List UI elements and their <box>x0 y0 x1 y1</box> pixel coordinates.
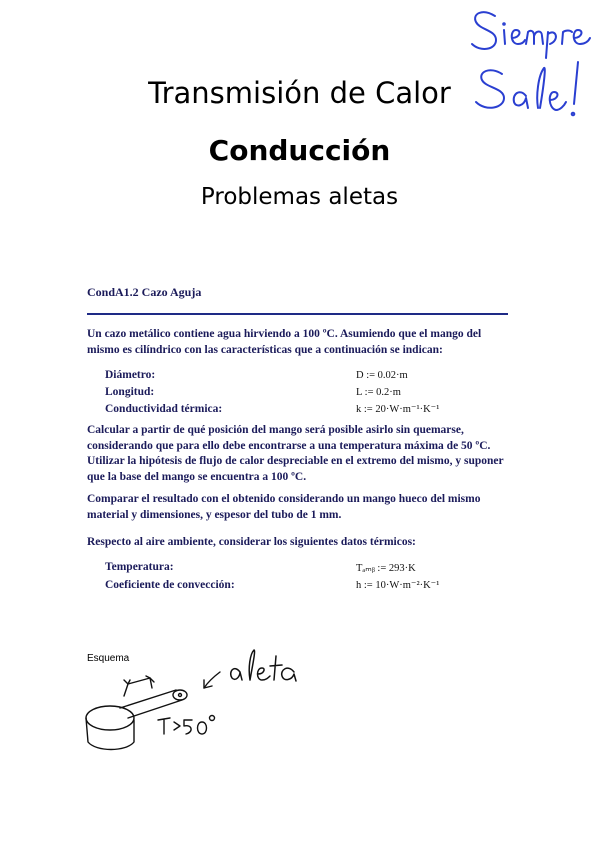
handwritten-note <box>460 0 599 130</box>
ambient-value: h := 10·W·m⁻²·K⁻¹ <box>356 580 440 591</box>
problem-intro <box>87 327 512 358</box>
sketch-dimension: x <box>128 667 129 668</box>
property-value: D := 0.02·m <box>356 370 408 381</box>
question-line-2: considerando que para ello debe encontrarse a una temperatura máxima de 50 ºC. <box>87 439 491 452</box>
intro-line-2: mismo es cilíndrico con las características que a continuación se indican: <box>87 343 443 356</box>
ambient-label: Temperatura: <box>105 561 174 573</box>
problem-header: CondA1.2 Cazo Aguja <box>87 285 202 299</box>
property-label: Diámetro: <box>105 369 156 381</box>
problem-question <box>87 423 512 485</box>
property-label: Longitud: <box>105 386 155 398</box>
question-line-3: Utilizar la hipótesis de flujo de calor despreciable en el extremo del mismo, y suponer <box>87 455 504 467</box>
ambient-intro: Respecto al aire ambiente, considerar los siguientes datos térmicos: <box>87 536 416 548</box>
question-line-4: que la base del mango se encuentra a 100 ºC. <box>87 470 307 483</box>
compare-line-2: material y dimensiones, y espesor del tubo de 1 mm. <box>87 508 342 521</box>
ambient-label: Coeficiente de convección: <box>105 579 235 591</box>
property-value: k := 20·W·m⁻¹·K⁻¹ <box>356 404 440 415</box>
question-line-1: Calcular a partir de qué posición del mango será posible asirlo sin quemarse, <box>87 424 464 436</box>
document-subtitle: Conducción <box>208 134 391 167</box>
section-title: Problemas aletas <box>200 184 399 210</box>
intro-line-1: Un cazo metálico contiene agua hirviendo a 100 ºC. Asumiendo que el mango del <box>87 328 482 340</box>
ambient-value: Tₐₘᵦ := 293·K <box>356 563 416 574</box>
document-title: Transmisión de Calor <box>148 76 451 110</box>
compare-line-1: Comparar el resultado con el obtenido considerando un mango hueco del mismo <box>87 493 481 505</box>
property-label: Conductividad térmica: <box>105 403 223 415</box>
problem-compare <box>87 492 512 523</box>
aleta-label <box>228 648 308 688</box>
header-rule <box>87 313 508 315</box>
sketch-label: Esquema <box>87 653 130 664</box>
property-value: L := 0.2·m <box>356 387 401 398</box>
